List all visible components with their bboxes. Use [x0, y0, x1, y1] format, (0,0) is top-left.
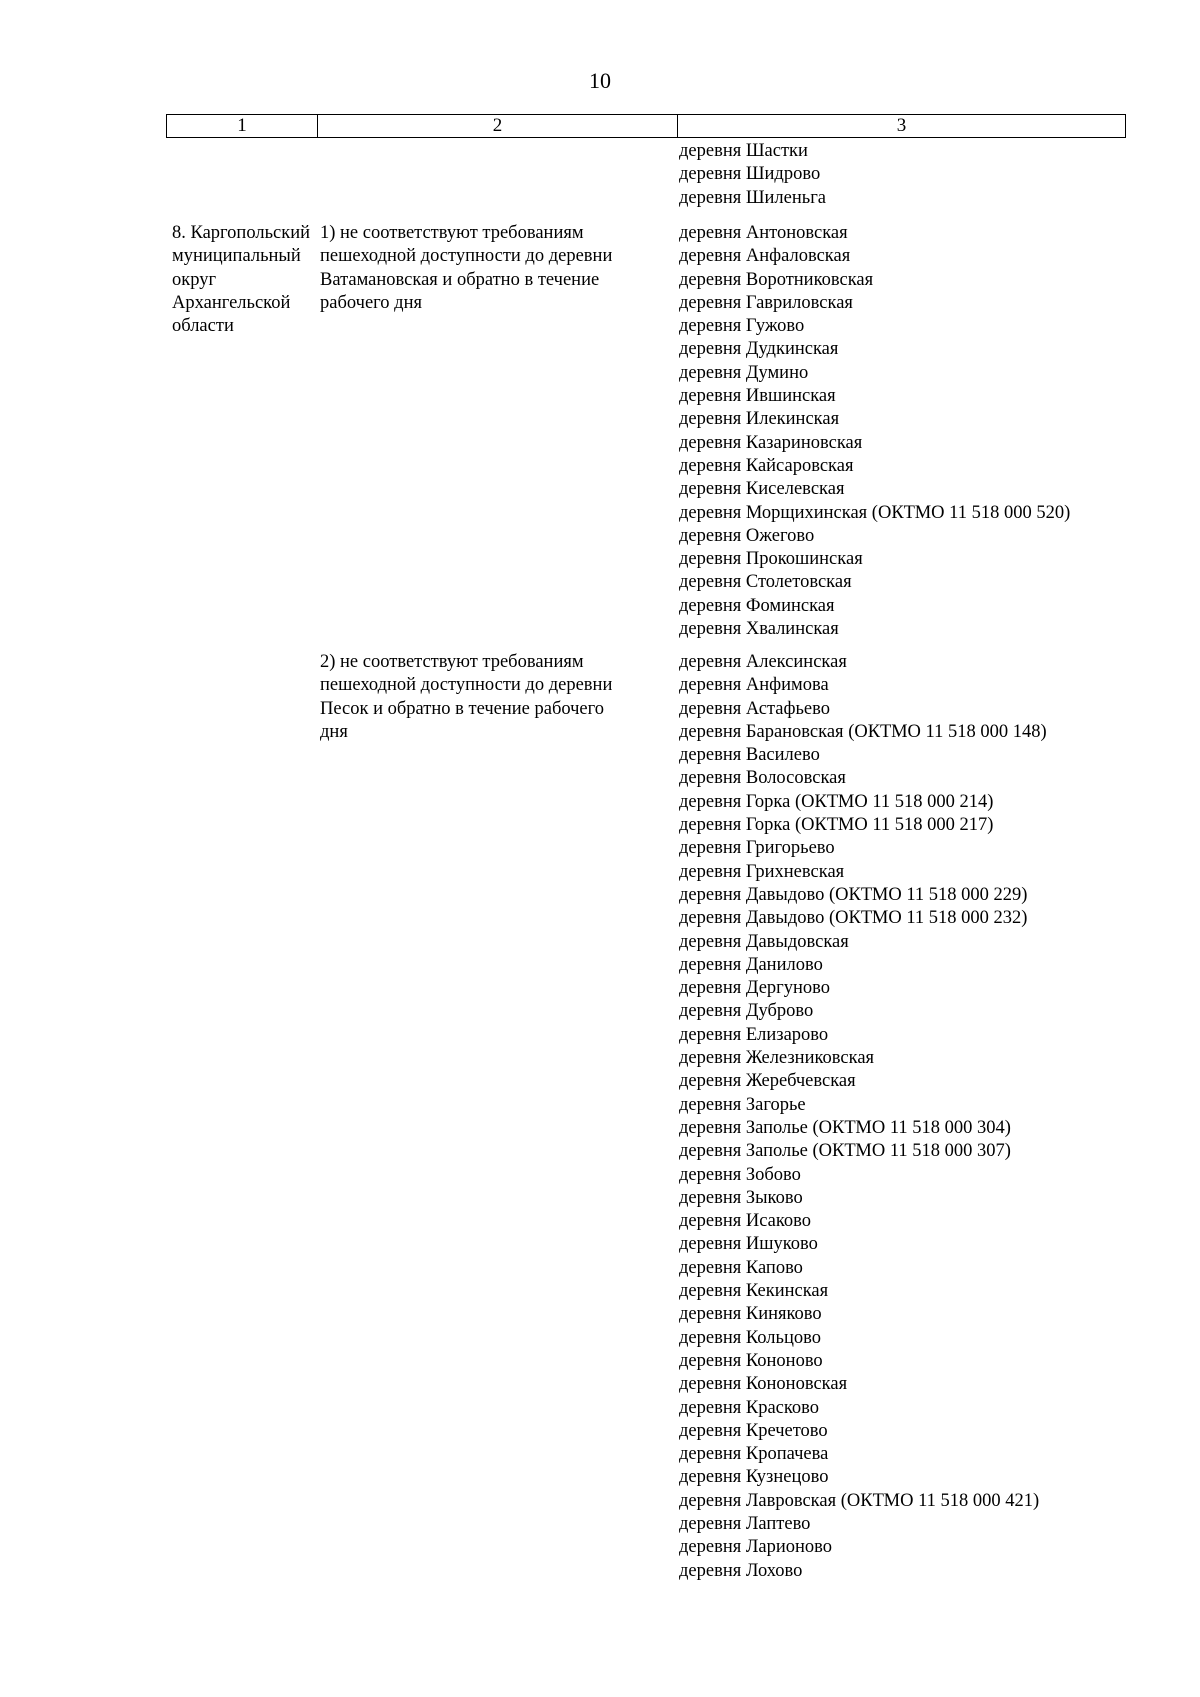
village-item: деревня Алексинская — [679, 652, 847, 672]
village-item: деревня Гужово — [679, 316, 805, 337]
village-list-1 — [679, 222, 1070, 641]
village-item: деревня Волосовская — [679, 768, 846, 789]
village-item: деревня Ившинская — [679, 386, 836, 407]
village-item: деревня Давыдово (ОКТМО 11 518 000 232) — [679, 908, 1028, 929]
village-item: деревня Лавровская (ОКТМО 11 518 000 421) — [679, 1490, 1040, 1511]
municipality-line: области — [172, 316, 234, 337]
village-item: деревня Кольцово — [679, 1327, 821, 1348]
village-item: деревня Григорьево — [679, 838, 835, 859]
village-item: деревня Данилово — [679, 954, 823, 975]
village-item: деревня Кононово — [679, 1350, 823, 1371]
village-item: деревня Елизарово — [679, 1024, 829, 1045]
village-item: деревня Кречетово — [679, 1420, 828, 1441]
village-item: деревня Горка (ОКТМО 11 518 000 217) — [679, 815, 994, 836]
village-item: деревня Кекинская — [679, 1281, 829, 1302]
column-header-table — [166, 114, 1126, 138]
village-item: деревня Дергуново — [679, 978, 831, 999]
village-item: деревня Кропачева — [679, 1444, 829, 1465]
village-item: деревня Давыдово (ОКТМО 11 518 000 229) — [679, 884, 1028, 905]
village-item: деревня Капово — [679, 1257, 803, 1278]
village-item: деревня Кайсаровская — [679, 455, 854, 476]
condition-line: Ватамановская и обратно в течение — [320, 269, 600, 290]
village-item: деревня Илекинская — [679, 409, 840, 430]
municipality-cell — [172, 222, 310, 338]
header-col-2: 2 — [318, 115, 678, 138]
village-item: деревня Прокошинская — [679, 549, 863, 570]
municipality-line: 8. Каргопольский — [172, 223, 311, 243]
carryover-village-list — [679, 140, 826, 210]
village-item: деревня Заполье (ОКТМО 11 518 000 307) — [679, 1141, 1011, 1162]
village-item: деревня Жеребчевская — [679, 1071, 856, 1092]
condition-line: пешеходной доступности до деревни — [320, 246, 613, 267]
village-item: деревня Грихневская — [679, 861, 845, 882]
village-item: деревня Казариновская — [679, 432, 863, 453]
header-col-1: 1 — [167, 115, 318, 138]
village-item: деревня Дуброво — [679, 1001, 814, 1022]
village-item: деревня Шидрово — [679, 164, 821, 185]
village-item: деревня Железниковская — [679, 1048, 875, 1069]
condition-line: рабочего дня — [320, 292, 422, 313]
village-item: деревня Анфимова — [679, 675, 829, 696]
village-item: деревня Ларионово — [679, 1537, 833, 1558]
village-item: деревня Зобово — [679, 1164, 801, 1185]
village-item: деревня Барановская (ОКТМО 11 518 000 148) — [679, 721, 1047, 742]
village-item: деревня Кузнецово — [679, 1467, 829, 1488]
village-item: деревня Горка (ОКТМО 11 518 000 214) — [679, 791, 994, 812]
condition-line: дня — [320, 721, 348, 742]
village-item: деревня Думино — [679, 362, 809, 383]
village-item: деревня Дудкинская — [679, 339, 839, 360]
condition-line: Песок и обратно в течение рабочего — [320, 698, 605, 719]
village-item: деревня Лаптево — [679, 1513, 811, 1534]
condition-line: 2) не соответствуют требованиям — [320, 652, 584, 672]
header-col-3: 3 — [678, 115, 1126, 138]
village-item: деревня Давыдовская — [679, 931, 849, 952]
village-item: деревня Заполье (ОКТМО 11 518 000 304) — [679, 1117, 1011, 1138]
village-item: деревня Ишуково — [679, 1234, 818, 1255]
village-item: деревня Воротниковская — [679, 269, 874, 290]
village-item: деревня Астафьево — [679, 698, 830, 719]
village-item: деревня Шиленьга — [679, 187, 826, 208]
village-item: деревня Шастки — [679, 141, 808, 161]
municipality-line: муниципальный — [172, 246, 301, 267]
village-list-2 — [679, 651, 1047, 1583]
village-item: деревня Исаково — [679, 1211, 812, 1232]
village-item: деревня Антоновская — [679, 223, 848, 243]
village-item: деревня Фоминская — [679, 595, 835, 616]
village-item: деревня Столетовская — [679, 572, 852, 593]
header-row — [167, 115, 1126, 138]
condition-line: пешеходной доступности до деревни — [320, 675, 613, 696]
village-item: деревня Загорье — [679, 1094, 806, 1115]
village-item: деревня Ожегово — [679, 525, 815, 546]
village-item: деревня Хвалинская — [679, 619, 839, 640]
village-item: деревня Гавриловская — [679, 292, 853, 313]
village-item: деревня Зыково — [679, 1187, 803, 1208]
village-item: деревня Киселевская — [679, 479, 845, 500]
condition-2-cell — [320, 651, 612, 744]
condition-1-cell — [320, 222, 612, 315]
village-item: деревня Василево — [679, 745, 820, 766]
village-item: деревня Кононовская — [679, 1374, 848, 1395]
village-item: деревня Морщихинская (ОКТМО 11 518 000 520) — [679, 502, 1071, 523]
condition-line: 1) не соответствуют требованиям — [320, 223, 584, 243]
municipality-line: округ — [172, 269, 217, 290]
page-number: 10 — [589, 68, 611, 93]
municipality-line: Архангельской — [172, 292, 291, 313]
village-item: деревня Красково — [679, 1397, 820, 1418]
village-item: деревня Анфаловская — [679, 246, 851, 267]
village-item: деревня Лохово — [679, 1560, 803, 1581]
village-item: деревня Киняково — [679, 1304, 822, 1325]
